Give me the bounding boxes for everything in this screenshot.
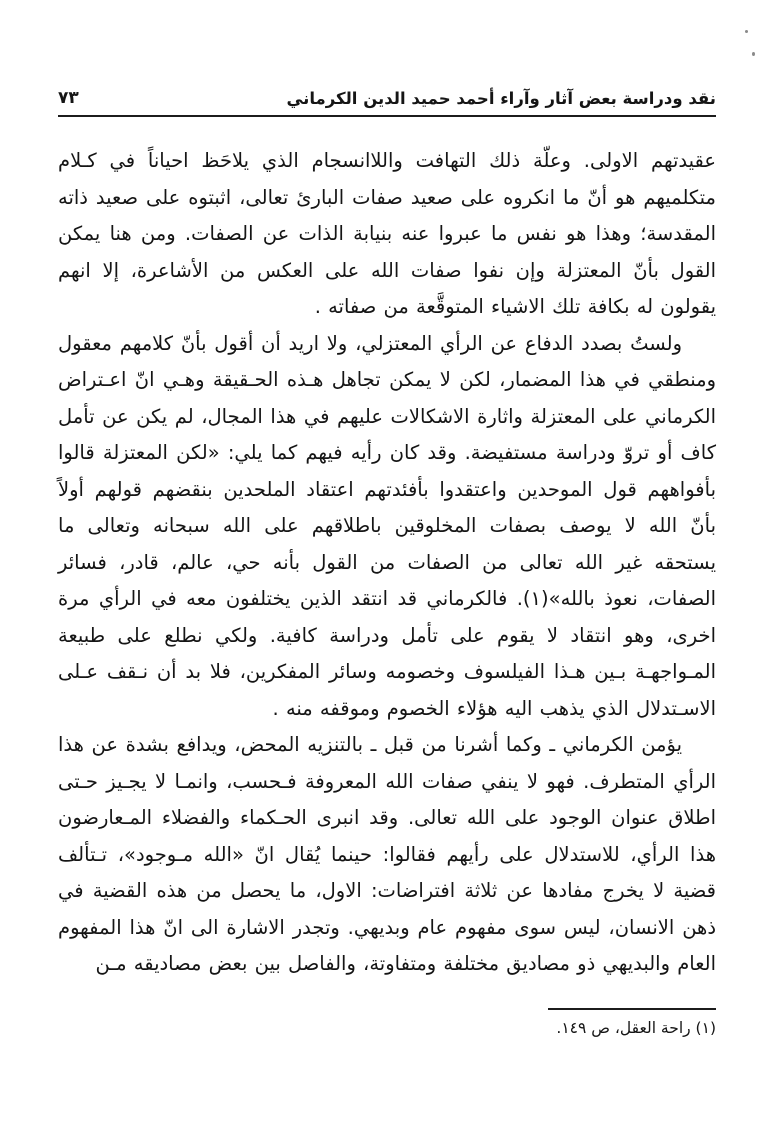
page-content <box>58 88 716 983</box>
footnote-separator <box>548 1008 716 1010</box>
page-header <box>58 88 716 117</box>
body-text <box>58 143 716 983</box>
scan-speck <box>745 30 748 33</box>
running-head-title: نقد ودراسة بعض آثار وآراء أحمد حميد الدين الكرماني <box>286 89 716 108</box>
paragraph: عقيدتهم الاولى. وعلّة ذلك التهافت واللاانسجام الذي يلاحَظ احياناً في كـلام متكلميهم هو أنّ ما انكروه على صعيد صفات البارئ تعالى، اثبتوه على صعيد ذاته المقدسة؛ وهذا هو نفس ما عبروا عنه بنيابة الذات عن الصفات. ومن هنا يمكن القول بأنّ المعتزلة وإن نفوا صفات الله على العكس من الأشاعرة، إلا انهم يقولون له بكافة تلك الاشياء المتوقَّعة من صفاته . <box>58 149 716 318</box>
scan-speck <box>752 52 755 56</box>
footnote-text: (١) راحة العقل، ص ١٤٩. <box>556 1019 716 1037</box>
paragraph: يؤمن الكرماني ـ وكما أشرنا من قبل ـ بالتنزيه المحض، ويدافع بشدة عن هذا الرأي المتطرف. فهو لا ينفي صفات الله المعروفة فـحسب، وانمـا لا يجـيز حـتى اطلاق عنوان الوجود على الله تعالى. وقد انبرى الحـكماء والفضلاء المـعارضون هذا الرأي، للاستدلال على رأيهم فقالوا: حينما يُقال انّ «الله مـوجود»، تـتألف قضية لا يخرج مفادها عن ثلاثة افتراضات: الاول، ما يحصل من هذه القضية في ذهن الانسان، ليس سوى مفهوم عام وبديهي. وتجدر الاشارة الى انّ هذا المفهوم العام والبديهي ذو مصاديق مختلفة ومتفاوتة، والفاصل بين بعض مصاديقه مـن <box>58 733 716 975</box>
page-number: ٧٣ <box>58 88 79 108</box>
footnote-block <box>58 1008 716 1040</box>
paragraph: ولستُ بصدد الدفاع عن الرأي المعتزلي، ولا اريد أن أقول بأنّ كلامهم معقول ومنطقي في هذا المضمار، لكن لا يمكن تجاهل هـذه الحـقيقة وهـي انّ اعـتراض الكرماني على المعتزلة واثارة الاشكالات عليهم في هذا المجال، لم يكن عن تأمل كاف أو تروّ ودراسة مستفيضة. وقد كان رأيه فيهم كما يلي: «لكن المعتزلة قالوا بأفواههم قول الموحدين واعتقدوا بأفئدتهم اعتقاد الملحدين بنقضهم قولهم أولاً بأنّ الله لا يوصف بصفات المخلوقين باطلاقهم على الله سبحانه وتعالى ما يستحقه غير الله تعالى من الصفات من القول بأنه حي، عالم، قادر، فسائر الصفات، نعوذ بالله»(١). فالكرماني قد انتقد الذين يختلفون معه في الرأي مرة اخرى، وهو انتقاد لا يقوم على تأمل ودراسة كافية. ولكي نطلع على طبيعة المـواجهـة بـين هـذا الفيلسوف وخصومه وسائر المفكرين، فلا بد أن نـقف عـلى الاسـتدلال الذي يذهب اليه هؤلاء الخصوم وموقفه منه . <box>58 331 716 720</box>
